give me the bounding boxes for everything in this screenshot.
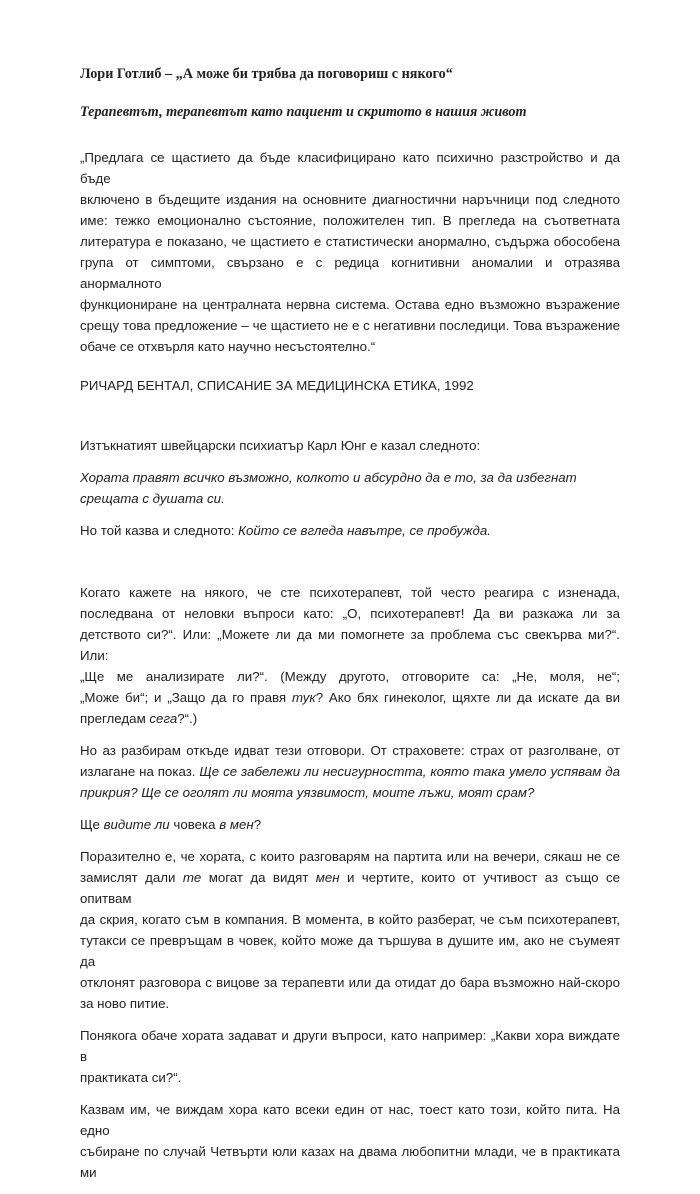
paragraph-answer [80,1099,620,1183]
paragraph-line: прикрия? Ще се оголят ли моята уязвимост, моите лъжи, моят срам? [80,785,535,800]
paragraph-line: практиката си?“. [80,1070,182,1085]
paragraph-psychotherapist [80,582,620,729]
epigraph-source: РИЧАРД БЕНТАЛ, СПИСАНИЕ ЗА МЕДИЦИНСКА ЕТИКА, 1992 [80,378,474,393]
text-run: ? Ако бях гинеколог, щяхте ли да искате да ви [315,690,620,705]
paragraph-line: Но аз разбирам откъде идват тези отговори. От страховете: страх от разголване, от [80,743,620,758]
epigraph-line: литература е показано, че щастието е статистически анормално, съдържа обособена [80,234,620,249]
text-run: излагане на показ. [80,764,200,779]
jung-quote [80,467,620,509]
section-gap [80,552,620,582]
paragraph-see-me [80,814,620,835]
epigraph-line: функциониране на централната нервна система. Остава едно възможно възражение [80,297,620,312]
epigraph-line: обаче се отхвърля като научно несъстоятелно.“ [80,339,376,354]
text-run: човека [169,817,220,832]
paragraph-line: Казвам им, че виждам хора като всеки един от нас, тоест като този, който пита. На едно [80,1102,620,1138]
paragraph-line [80,761,620,782]
emphasis: Ще се забележи ли несигурността, която така умело успявам да [199,764,620,779]
book-author-title: Лори Готлиб – „А може би трябва да поговориш с някого“ [80,66,453,82]
epigraph-quote [80,147,620,357]
epigraph-line: срещу това предложение – че щастието не е с негативни последици. Това възражение [80,318,620,333]
paragraph-line: „Ще ме анализирате ли?“. (Между другото, отговорите са: „Не, моля, не“; [80,669,620,684]
jung-quote-line: срещата с душата си. [80,491,225,506]
epigraph-line: име: тежко емоционално състояние, положителен тип. В прегледа на съответната [80,213,620,228]
jung-quote-line: Хората правят всичко възможно, колкото и абсурдно да е то, за да избегнат [80,470,577,485]
text-run: ? [253,817,262,832]
emphasis: видите ли [103,817,170,832]
paragraph-line: Понякога обаче хората задават и други въпроси, като например: „Какви хора виждате в [80,1028,620,1064]
paragraph-line [80,867,620,909]
emphasis: тук [291,690,316,705]
text-run: прегледам [80,711,150,726]
paragraph-line: тутакси се превръщам в човек, който може да тършува в душите им, ако не съумеят да [80,933,620,969]
paragraph-questions [80,1025,620,1088]
paragraph-line: събиране по случай Четвърти юли казах на двама любопитни млади, че в практиката ми [80,1144,620,1180]
paragraph-fears [80,740,620,803]
paragraph-line [80,708,620,729]
paragraph-line: за ново питие. [80,996,170,1011]
paragraph-parties [80,846,620,1014]
epigraph-line: включено в бъдещите издания на основните диагностични наръчници под следното [80,192,620,207]
book-subtitle: Терапевтът, терапевтът като пациент и скритото в нашия живот [80,104,527,120]
paragraph-line: Когато кажете на някого, че сте психотерапевт, той често реагира с изненада, [80,585,620,600]
text-run: могат да видят [201,870,316,885]
text-run: и чертите, които от учтивост аз също се опитвам [80,870,620,906]
text-run: ?“.) [177,711,198,726]
paragraph-line: отклонят разговора с вицове за терапевти или да отидат до бара възможно най-скоро [80,975,620,990]
paragraph-line: последвана от неловки въпроси като: „О, психотерапевт! Да ви разкажа ли за [80,606,620,621]
jung-also-prefix: Но той казва и следното: [80,523,239,538]
jung-also [80,520,620,541]
emphasis: в мен [219,817,254,832]
paragraph-line: детството си?“. Или: „Можете ли да ми помогнете за проблема със свекърва ми?“. Или: [80,627,620,663]
text-run: Ще [80,817,104,832]
text-run: „Може би“; и „Защо да го правя [80,690,292,705]
emphasis: мен [315,870,340,885]
text-run: замислят дали [80,870,183,885]
jung-also-quote: Който се вгледа навътре, се пробужда. [238,523,491,538]
paragraph-line: да скрия, когато съм в компания. В момента, в който разберат, че съм психотерапевт, [80,912,620,927]
epigraph-line: „Предлага се щастието да бъде класифицирано като психично разстройство и да бъде [80,150,620,186]
jung-intro: Изтъкнатият швейцарски психиатър Карл Юнг е казал следното: [80,438,481,453]
epigraph-line: група от симптоми, свързано е с редица когнитивни аномалии и отразява анормалното [80,255,620,291]
paragraph-line: Поразително е, че хората, с които разговарям на партита или на вечери, сякаш не се [80,849,620,864]
document-page [80,64,620,1194]
emphasis: те [182,870,202,885]
emphasis: сега [149,711,178,726]
paragraph-line [80,687,620,708]
